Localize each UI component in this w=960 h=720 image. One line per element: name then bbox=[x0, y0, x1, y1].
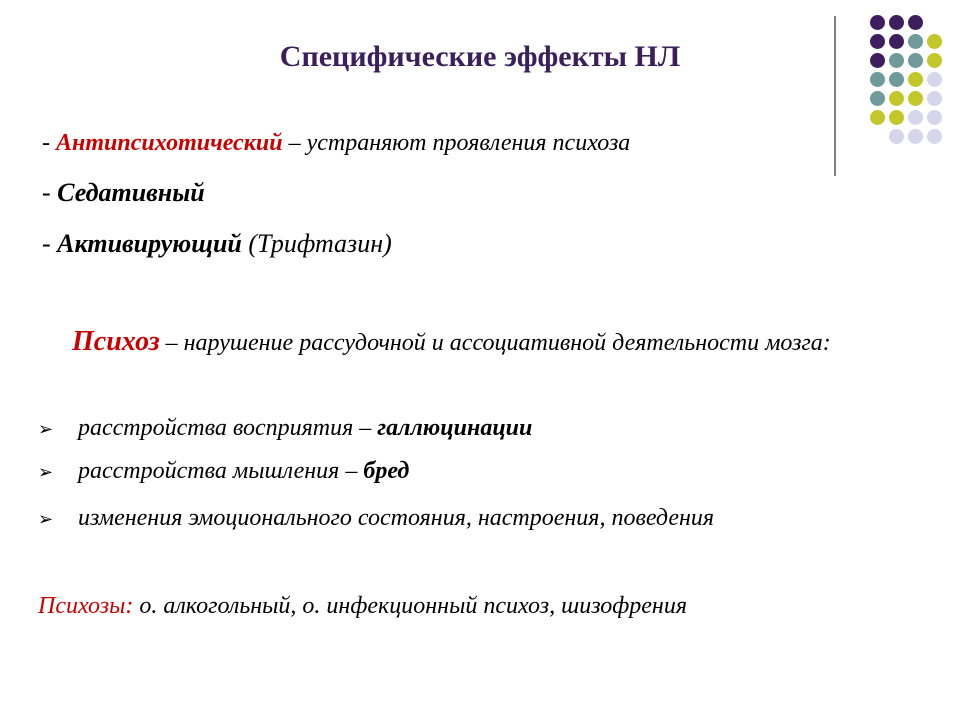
effect-dash: - bbox=[42, 229, 58, 258]
decorative-dot bbox=[889, 72, 904, 87]
decorative-dot bbox=[889, 34, 904, 49]
decorative-dot-grid bbox=[0, 0, 960, 200]
psychosis-term: Психоз bbox=[72, 326, 160, 357]
decorative-divider-line bbox=[834, 16, 836, 176]
decorative-dot bbox=[908, 34, 923, 49]
decorative-dot bbox=[927, 53, 942, 68]
arrow-bullet-icon: ➢ bbox=[38, 462, 54, 482]
decorative-dot bbox=[927, 129, 942, 144]
decorative-dot bbox=[908, 53, 923, 68]
decorative-dot bbox=[889, 91, 904, 106]
effect-item-sedative bbox=[42, 178, 205, 208]
list-item-text: расстройства мышления – bbox=[78, 458, 364, 484]
effect-item-activating bbox=[42, 229, 392, 259]
psychoses-list: о. алкогольный, о. инфекционный психоз, шизофрения bbox=[133, 593, 687, 619]
effect-dash: - bbox=[42, 130, 56, 156]
decorative-dot bbox=[927, 34, 942, 49]
psychoses-examples bbox=[38, 593, 687, 620]
list-item-emphasis: бред bbox=[363, 458, 410, 484]
effect-term: Активирующий bbox=[57, 229, 242, 258]
list-item-text: расстройства восприятия – bbox=[78, 415, 378, 441]
decorative-dot bbox=[870, 91, 885, 106]
decorative-dot bbox=[889, 129, 904, 144]
decorative-dot bbox=[927, 110, 942, 125]
decorative-dot bbox=[927, 91, 942, 106]
psychosis-definition-text: – нарушение рассудочной и ассоциативной деятельности мозга: bbox=[159, 330, 831, 356]
decorative-dot bbox=[889, 53, 904, 68]
effect-description: – устраняют проявления психоза bbox=[282, 130, 631, 156]
psychoses-label: Психозы: bbox=[38, 593, 134, 619]
list-item bbox=[38, 415, 532, 442]
effect-term: Антипсихотический bbox=[56, 130, 283, 156]
arrow-bullet-icon: ➢ bbox=[38, 509, 54, 529]
effect-item-antipsychotic bbox=[42, 130, 630, 157]
effect-description: (Трифтазин) bbox=[241, 229, 392, 258]
decorative-dot bbox=[870, 72, 885, 87]
decorative-dot bbox=[870, 53, 885, 68]
list-item-text: изменения эмоционального состояния, настроения, поведения bbox=[78, 505, 715, 531]
decorative-dot bbox=[889, 15, 904, 30]
psychosis-definition bbox=[72, 325, 872, 360]
decorative-dot bbox=[908, 110, 923, 125]
list-item-emphasis: галлюцинации bbox=[377, 415, 533, 441]
list-item bbox=[38, 505, 714, 532]
effect-dash: - bbox=[42, 178, 58, 207]
decorative-dot bbox=[889, 110, 904, 125]
slide-title: Специфические эффекты НЛ bbox=[279, 40, 681, 73]
decorative-dot bbox=[908, 129, 923, 144]
decorative-dot bbox=[908, 72, 923, 87]
decorative-dot bbox=[908, 91, 923, 106]
decorative-dot bbox=[870, 110, 885, 125]
arrow-bullet-icon: ➢ bbox=[38, 419, 54, 439]
decorative-dot bbox=[870, 15, 885, 30]
effect-term: Седативный bbox=[57, 178, 205, 207]
decorative-dot bbox=[908, 15, 923, 30]
list-item bbox=[38, 458, 409, 485]
decorative-dot bbox=[927, 72, 942, 87]
decorative-dot bbox=[870, 34, 885, 49]
